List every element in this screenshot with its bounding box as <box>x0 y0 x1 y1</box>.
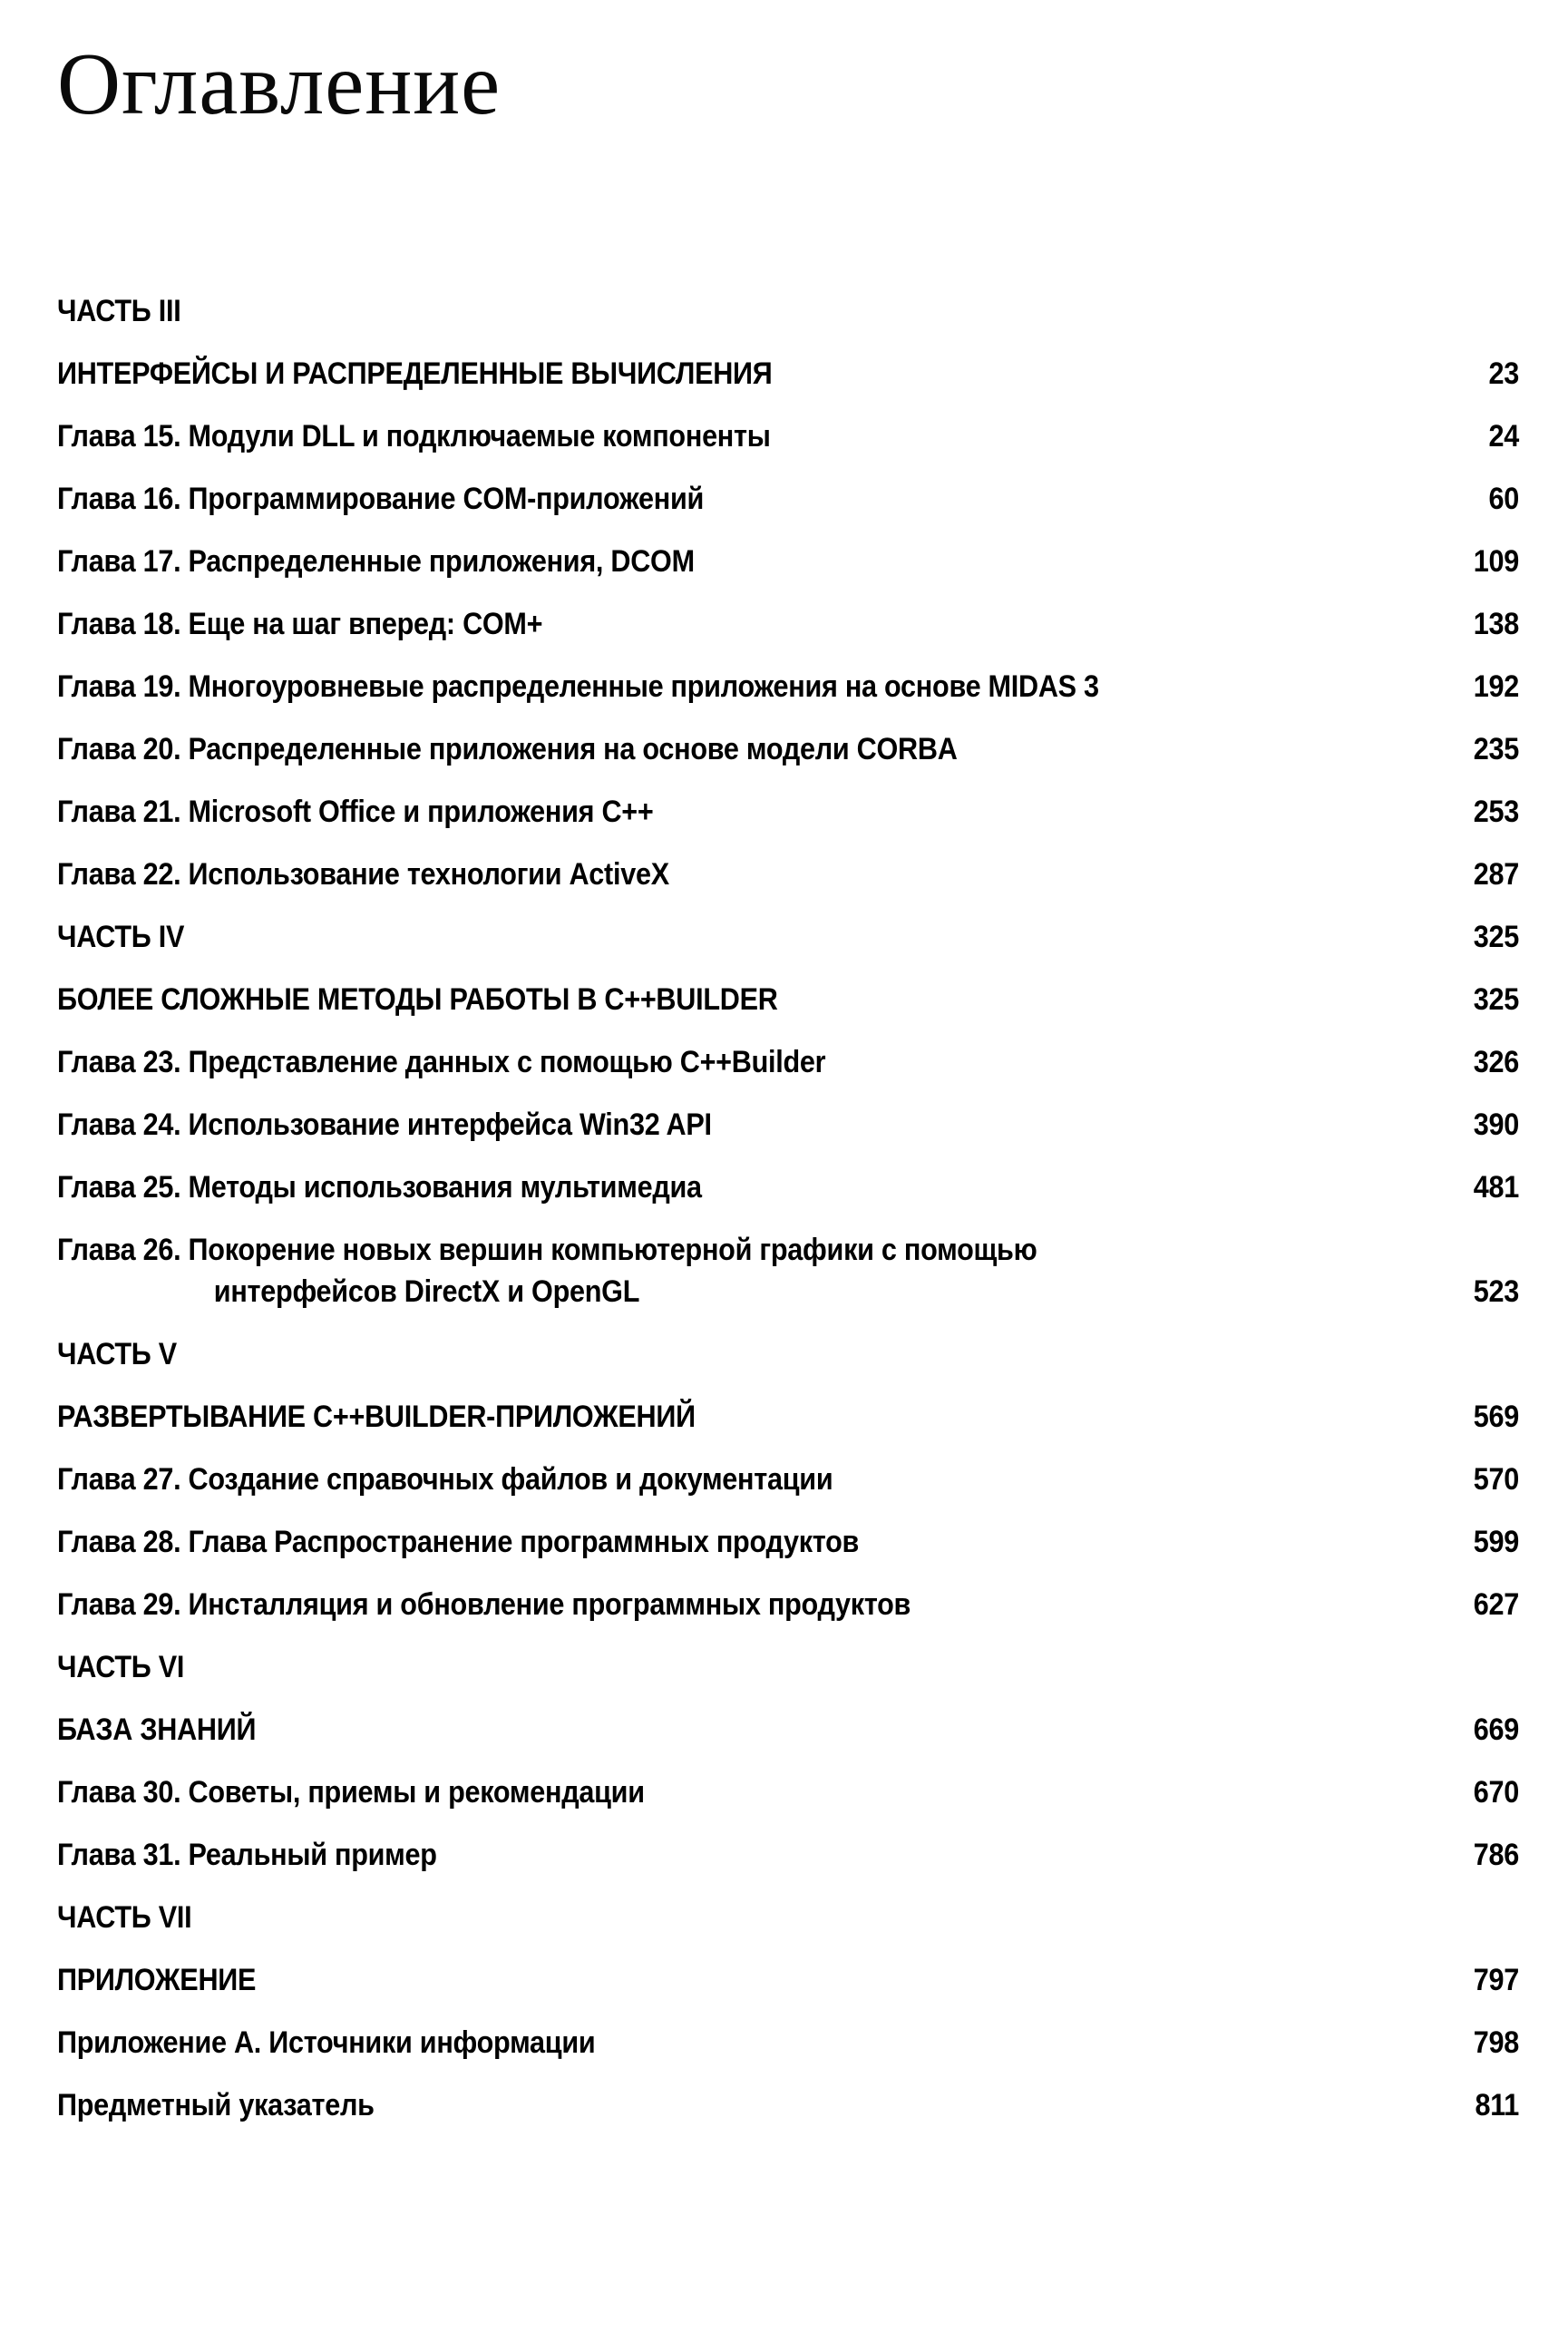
toc-entry-label: Глава 22. Использование технологии ActiveX <box>57 856 669 892</box>
toc-row <box>57 606 1519 641</box>
toc-page-number: 253 <box>1473 794 1519 829</box>
toc-row <box>57 1461 1519 1497</box>
toc-page-number: 192 <box>1473 668 1519 704</box>
toc-page-number: 669 <box>1473 1712 1519 1747</box>
toc-entry-label: ЧАСТЬ IV <box>57 919 185 954</box>
toc-page-number: 326 <box>1473 1044 1519 1079</box>
toc-page-number: 798 <box>1473 2025 1519 2060</box>
toc-entry-label: Глава 20. Распределенные приложения на основе модели CORBA <box>57 731 958 766</box>
toc-page-number: 670 <box>1473 1774 1519 1810</box>
toc-row <box>57 1899 1519 1935</box>
toc-page-number: 481 <box>1473 1169 1519 1205</box>
toc-page-number: 569 <box>1473 1399 1519 1434</box>
toc-row <box>57 919 1519 954</box>
toc-entry-label: Глава 30. Советы, приемы и рекомендации <box>57 1774 645 1810</box>
toc-entry-label: Глава 31. Реальный пример <box>57 1837 437 1872</box>
toc-entry-label: Глава 16. Программирование COM-приложений <box>57 481 705 516</box>
toc-entry-label: ЧАСТЬ III <box>57 293 181 328</box>
toc-row <box>57 1649 1519 1684</box>
toc-row <box>57 1044 1519 1079</box>
toc-entry-label: Глава 29. Инсталляция и обновление программных продуктов <box>57 1586 911 1622</box>
toc-entry-label: Глава 21. Microsoft Office и приложения C++ <box>57 794 654 829</box>
toc-row <box>57 1839 1519 1870</box>
toc-page-number: 60 <box>1488 481 1519 516</box>
toc-row <box>57 856 1519 892</box>
toc-entry-label: Глава 25. Методы использования мультимедиа <box>57 1169 702 1205</box>
toc-row <box>57 796 1519 827</box>
toc-list <box>57 293 1519 2122</box>
toc-row <box>57 418 1519 454</box>
toc-page-number: 138 <box>1473 606 1519 641</box>
toc-entry-label: Предметный указатель <box>57 2087 375 2122</box>
toc-page-number: 24 <box>1488 418 1519 454</box>
toc-page-number: 627 <box>1473 1586 1519 1622</box>
toc-entry-label: ЧАСТЬ VII <box>57 1899 192 1935</box>
page-title: Оглавление <box>57 35 502 132</box>
toc-page-number: 811 <box>1475 2087 1519 2122</box>
toc-entry-label: Глава 24. Использование интерфейса Win32 API <box>57 1107 712 1142</box>
toc-page-number: 570 <box>1473 1461 1519 1497</box>
toc-entry-label: Глава 27. Создание справочных файлов и документации <box>57 1461 833 1497</box>
toc-page-number: 599 <box>1473 1524 1519 1559</box>
toc-row <box>57 668 1519 704</box>
toc-entry-label: ЧАСТЬ VI <box>57 1649 185 1684</box>
toc-page-number: 23 <box>1488 356 1519 391</box>
toc-row <box>57 1962 1519 1997</box>
toc-entry-label: Приложение А. Источники информации <box>57 2025 596 2060</box>
toc-page-number: 786 <box>1473 1837 1519 1872</box>
toc-row <box>57 1336 1519 1371</box>
toc-row <box>57 483 1519 514</box>
toc-row <box>57 981 1519 1017</box>
toc-row <box>57 1586 1519 1622</box>
toc-entry-label: Глава 15. Модули DLL и подключаемые компоненты <box>57 418 771 454</box>
toc-page-number: 390 <box>1473 1107 1519 1142</box>
toc-entry-label: Глава 26. Покорение новых вершин компьютерной графики с помощью интерфейсов DirectX и OpenGL <box>57 1232 1037 1309</box>
toc-row <box>57 358 1519 389</box>
toc-entry-label: ЧАСТЬ V <box>57 1336 177 1371</box>
toc-page-number: 287 <box>1473 856 1519 892</box>
toc-row <box>57 1169 1519 1205</box>
toc-row <box>57 1401 1519 1432</box>
toc-row <box>57 2027 1519 2058</box>
toc-entry-label: Глава 18. Еще на шаг вперед: COM+ <box>57 606 543 641</box>
toc-row <box>57 543 1519 579</box>
toc-page-number: 797 <box>1473 1962 1519 1997</box>
toc-row <box>57 1109 1519 1140</box>
toc-row <box>57 1774 1519 1810</box>
toc-entry-label: Глава 28. Глава Распространение программных продуктов <box>57 1524 860 1559</box>
toc-entry-label: ИНТЕРФЕЙСЫ И РАСПРЕДЕЛЕННЫЕ ВЫЧИСЛЕНИЯ <box>57 356 773 391</box>
toc-row <box>57 293 1519 328</box>
toc-page-number: 325 <box>1473 919 1519 954</box>
toc-page-number: 325 <box>1473 981 1519 1017</box>
toc-entry-label: ПРИЛОЖЕНИЕ <box>57 1962 257 1997</box>
toc-page-number: 523 <box>1473 1273 1519 1309</box>
toc-row <box>57 1524 1519 1559</box>
toc-entry-label: Глава 19. Многоуровневые распределенные приложения на основе MIDAS 3 <box>57 668 1099 704</box>
toc-row <box>57 1714 1519 1745</box>
toc-page-number: 235 <box>1473 731 1519 766</box>
toc-entry-label: РАЗВЕРТЫВАНИЕ C++BUILDER-ПРИЛОЖЕНИЙ <box>57 1399 696 1434</box>
toc-entry-label: Глава 17. Распределенные приложения, DCOM <box>57 543 695 579</box>
toc-page-number: 109 <box>1473 543 1519 579</box>
toc-entry-label: БАЗА ЗНАНИЙ <box>57 1712 257 1747</box>
toc-entry-label: БОЛЕЕ СЛОЖНЫЕ МЕТОДЫ РАБОТЫ В C++BUILDER <box>57 981 778 1017</box>
toc-row <box>57 1234 1519 1307</box>
toc-row <box>57 2087 1519 2122</box>
toc-row <box>57 731 1519 766</box>
toc-entry-label: Глава 23. Представление данных с помощью C++Builder <box>57 1044 826 1079</box>
